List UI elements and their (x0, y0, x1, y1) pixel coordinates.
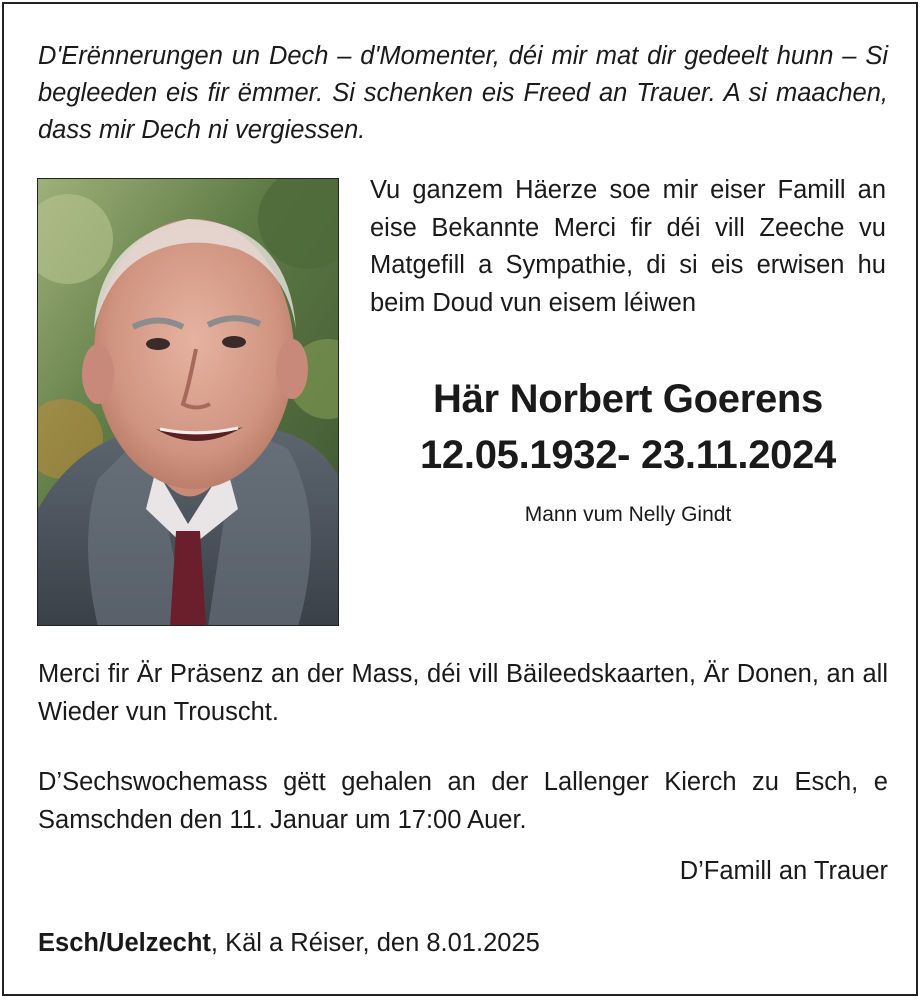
spouse-line: Mann vum Nelly Gindt (524, 503, 732, 526)
portrait-photo (37, 178, 339, 626)
life-dates: 12.05.1932- 23.11.2024 (419, 433, 837, 477)
place-rest: , Käl a Réiser, den 8.01.2025 (210, 929, 540, 957)
place-date-line (38, 925, 540, 963)
thanks-text: Vu ganzem Häerze soe mir eiser Famill an eise Bekannte Merci fir déi vill Zeeche vu Matgefill a Sympathie, di si eis erwisen hu beim Doud vun eisem léiwen (370, 176, 886, 317)
memorial-mass-info: D’Sechswochemass gëtt gehalen an der Lallenger Kierch zu Esch, e Samschden den 11. Januar um 17:00 Auer. (38, 768, 888, 834)
family-signature: D’Famill an Trauer (679, 857, 888, 885)
deceased-name: Här Norbert Goerens (433, 377, 823, 421)
presence-thanks: Merci fir Är Präsenz an der Mass, déi vill Bäileedskaarten, Är Donen, an all Wieder vun Trouscht. (38, 660, 888, 726)
place-town: Esch/Uelzecht (38, 929, 211, 957)
memorial-poem: D'Erënnerungen un Dech – d'Momenter, déi mir mat dir gedeelt hunn – Si begleeden eis fir ëmmer. Si schenken eis Freed an Trauer. A si maachen, dass mir Dech ni vergiessen. (38, 42, 888, 144)
